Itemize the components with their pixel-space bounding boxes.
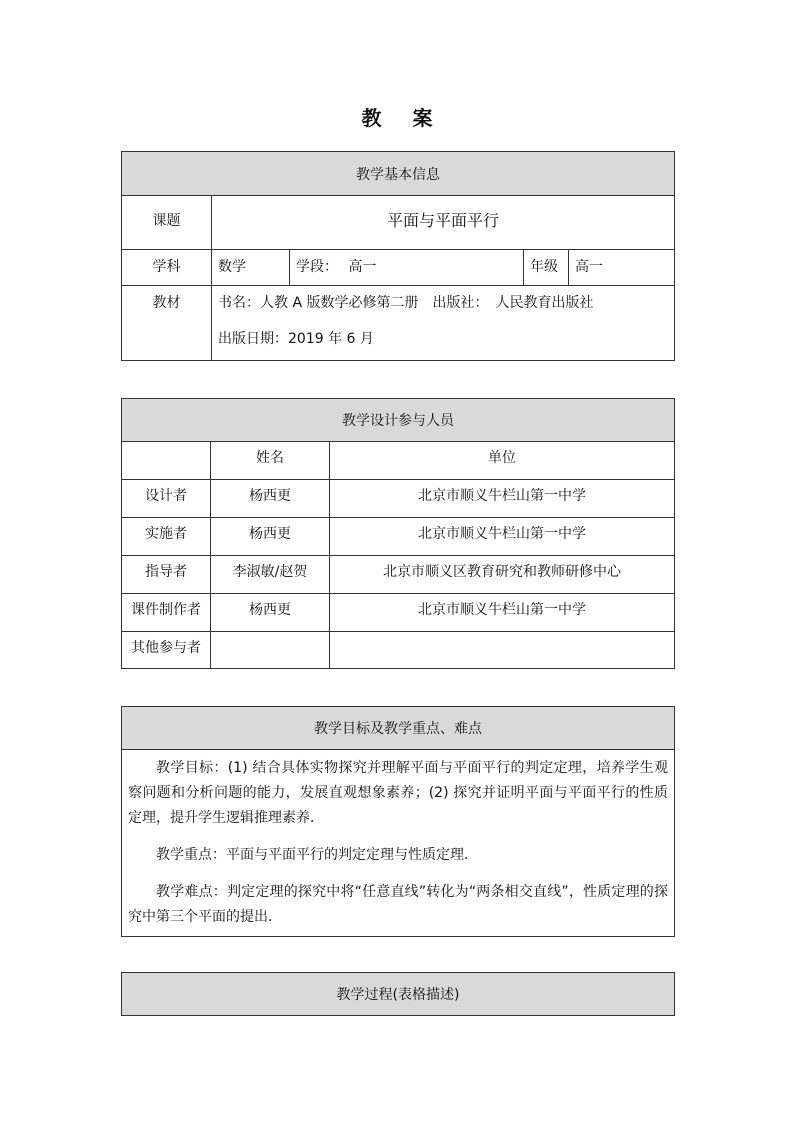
participants-header: 教学设计参与人员: [122, 399, 675, 442]
process-header: 教学过程(表格描述): [122, 973, 675, 1016]
role-cell: 指导者: [122, 556, 211, 594]
unit-cell: 北京市顺义牛栏山第一中学: [330, 594, 675, 632]
unit-cell: [330, 632, 675, 669]
goals-table: [121, 706, 675, 937]
participants-corner-cell: [122, 442, 211, 480]
col-unit-header: 单位: [330, 442, 675, 480]
role-cell: 其他参与者: [122, 632, 211, 669]
name-cell: [211, 632, 330, 669]
stage-label: 学段：: [296, 259, 338, 275]
stage-cell: [290, 250, 524, 286]
material-cell: [212, 286, 675, 361]
unit-cell: 北京市顺义牛栏山第一中学: [330, 518, 675, 556]
role-cell: 实施者: [122, 518, 211, 556]
name-cell: 李淑敏/赵贺: [211, 556, 330, 594]
table-row: [122, 594, 675, 632]
name-cell: 杨西更: [211, 518, 330, 556]
topic-value: 平面与平面平行: [212, 196, 675, 250]
unit-cell: 北京市顺义区教育研究和教师研修中心: [330, 556, 675, 594]
goals-header: 教学目标及教学重点、难点: [122, 707, 675, 750]
material-date-line: 出版日期：2019 年 6 月: [218, 331, 374, 347]
table-row: [122, 632, 675, 669]
basic-info-header: 教学基本信息: [122, 152, 675, 196]
role-cell: 设计者: [122, 480, 211, 518]
process-table: [121, 972, 675, 1016]
material-label: 教材: [122, 286, 212, 361]
col-name-header: 姓名: [211, 442, 330, 480]
difficulty-paragraph: 教学难点：判定定理的探究中将“任意直线”转化为“两条相交直线”，性质定理的探究中第三个平面的提出．: [128, 884, 668, 925]
unit-cell: 北京市顺义牛栏山第一中学: [330, 480, 675, 518]
table-row: [122, 518, 675, 556]
table-row: [122, 480, 675, 518]
objective-paragraph: 教学目标：(1) 结合具体实物探究并理解平面与平面平行的判定定理，培养学生观察问题和分析问题的能力，发展直观想象素养；(2) 探究并证明平面与平面平行的性质定理，提升学生逻辑推理素养．: [128, 760, 668, 826]
stage-value: 高一: [348, 259, 377, 275]
subject-value: 数学: [212, 250, 290, 286]
topic-label: 课题: [122, 196, 212, 250]
basic-info-table: [121, 151, 675, 361]
grade-value: 高一: [569, 250, 675, 286]
grade-label: 年级: [524, 250, 569, 286]
document-title: 教 案: [361, 106, 445, 130]
name-cell: 杨西更: [211, 594, 330, 632]
key-point-paragraph: 教学重点：平面与平面平行的判定定理与性质定理．: [156, 847, 478, 863]
material-book-line: 书名：人教 A 版数学必修第二册 出版社： 人民教育出版社: [218, 295, 594, 311]
goals-content: [122, 750, 675, 937]
table-row: [122, 556, 675, 594]
name-cell: 杨西更: [211, 480, 330, 518]
role-cell: 课件制作者: [122, 594, 211, 632]
subject-label: 学科: [122, 250, 212, 286]
participants-table: [121, 398, 675, 669]
